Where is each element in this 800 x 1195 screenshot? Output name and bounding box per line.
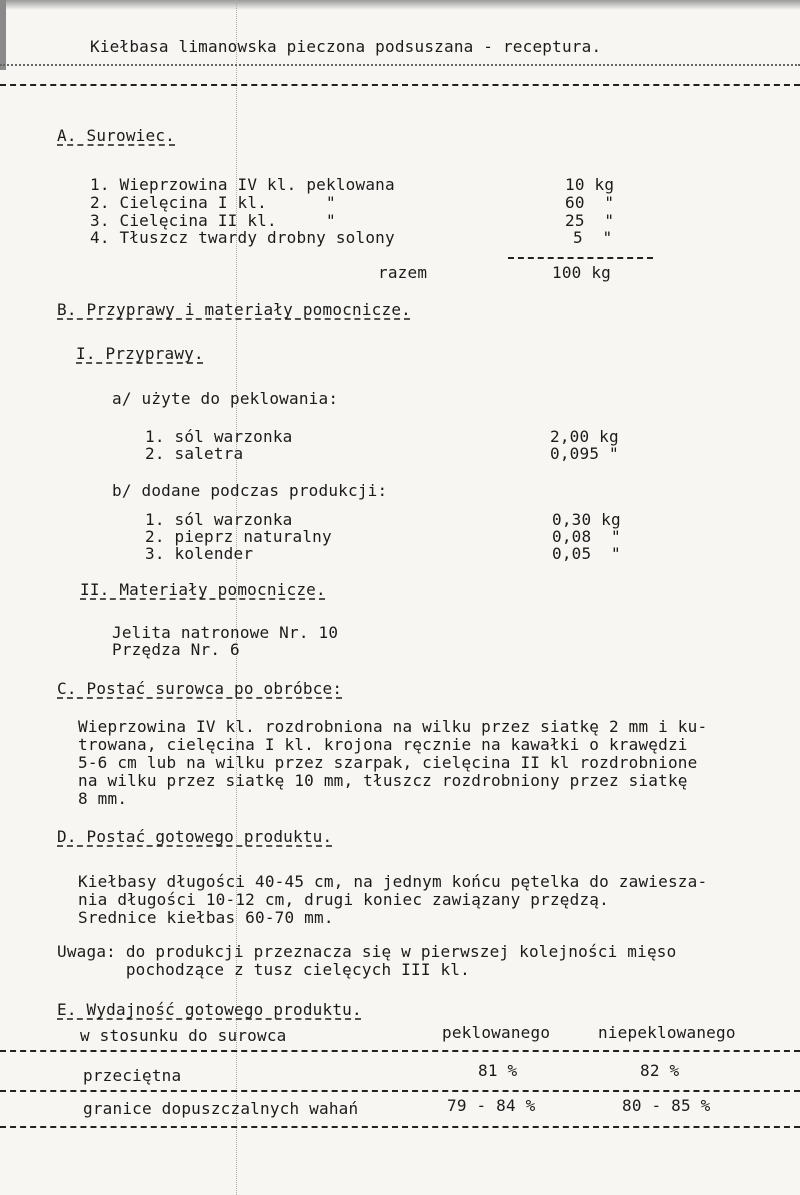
total-value: 100 kg	[552, 263, 611, 282]
section-c-heading: C. Postać surowca po obróbce:	[57, 679, 343, 698]
paragraph-line: trowana, cielęcina I kl. krojona ręcznie na kawałki o krawędzi	[78, 735, 688, 754]
yield-row-label: granice dopuszczalnych wahań	[83, 1099, 359, 1118]
spice-qty: 0,095 "	[550, 444, 619, 463]
ingredient-qty: 60 "	[565, 193, 615, 212]
ingredient-name: 3. Cielęcina II kl. "	[90, 211, 336, 230]
ingredient-qty: 5 "	[573, 228, 613, 247]
ingredient-qty: 25 "	[565, 211, 615, 230]
spice-name: 2. pieprz naturalny	[145, 527, 332, 546]
table-divider	[0, 1126, 800, 1128]
spice-name: 3. kolender	[145, 544, 254, 563]
paragraph-line: Srednice kiełbas 60-70 mm.	[78, 908, 334, 927]
note-line: pochodzące z tusz cielęcych III kl.	[57, 960, 470, 979]
section-b-heading: B. Przyprawy i materiały pomocnicze.	[57, 300, 411, 319]
title-divider-dashed	[0, 84, 800, 86]
yield-col-cured: peklowanego	[442, 1023, 551, 1042]
material-item: Jelita natronowe Nr. 10	[112, 623, 339, 642]
spice-name: 2. saletra	[145, 444, 244, 463]
section-d-heading: D. Postać gotowego produktu.	[57, 827, 333, 846]
spice-qty: 0,30 kg	[552, 510, 621, 529]
paragraph-line: 5-6 cm lub na wilku przez szarpak, cielęcina II kl rozdrobnione	[78, 753, 698, 772]
spice-name: 1. sól warzonka	[145, 510, 293, 529]
note-line: Uwaga: do produkcji przeznacza się w pierwszej kolejności mięso	[57, 942, 677, 961]
title-divider-dotted	[0, 64, 800, 66]
total-label: razem	[378, 263, 428, 282]
yield-value: 81 %	[478, 1061, 518, 1080]
section-a-heading: A. Surowiec.	[57, 126, 175, 145]
document-title: Kiełbasa limanowska pieczona podsuszana - receptura.	[90, 37, 602, 56]
yield-value: 79 - 84 %	[447, 1096, 536, 1115]
sum-line	[508, 257, 653, 259]
section-e-heading: E. Wydajność gotowego produktu.	[57, 1000, 362, 1019]
subsection-materials-heading: II. Materiały pomocnicze.	[80, 580, 326, 599]
spice-name: 1. sól warzonka	[145, 427, 293, 446]
paragraph-line: 8 mm.	[78, 789, 128, 808]
ingredient-name: 4. Tłuszcz twardy drobny solony	[90, 228, 395, 247]
scan-edge-shadow	[0, 0, 800, 10]
scan-edge-mark	[0, 0, 6, 70]
paragraph-line: Wieprzowina IV kl. rozdrobniona na wilku przez siatkę 2 mm i ku-	[78, 717, 708, 736]
yield-header-label: w stosunku do surowca	[80, 1026, 287, 1045]
yield-value: 82 %	[640, 1061, 680, 1080]
yield-value: 80 - 85 %	[622, 1096, 711, 1115]
material-item: Przędza Nr. 6	[112, 640, 240, 659]
table-divider	[0, 1050, 800, 1052]
spice-qty: 2,00 kg	[550, 427, 619, 446]
paragraph-line: nia długości 10-12 cm, drugi koniec zawiązany przędzą.	[78, 890, 609, 909]
curing-heading: a/ użyte do peklowania:	[112, 389, 339, 408]
ingredient-qty: 10 kg	[565, 175, 615, 194]
paragraph-line: Kiełbasy długości 40-45 cm, na jednym końcu pętelka do zawiesza-	[78, 872, 708, 891]
spice-qty: 0,08 "	[552, 527, 621, 546]
subsection-spices-heading: I. Przyprawy.	[76, 344, 204, 363]
spice-qty: 0,05 "	[552, 544, 621, 563]
yield-row-label: przeciętna	[83, 1066, 182, 1085]
production-heading: b/ dodane podczas produkcji:	[112, 481, 388, 500]
yield-col-uncured: niepeklowanego	[598, 1023, 736, 1042]
paragraph-line: na wilku przez siatkę 10 mm, tłuszcz rozdrobniony przez siatkę	[78, 771, 688, 790]
table-divider	[0, 1090, 800, 1092]
ingredient-name: 1. Wieprzowina IV kl. peklowana	[90, 175, 395, 194]
ingredient-name: 2. Cielęcina I kl. "	[90, 193, 336, 212]
